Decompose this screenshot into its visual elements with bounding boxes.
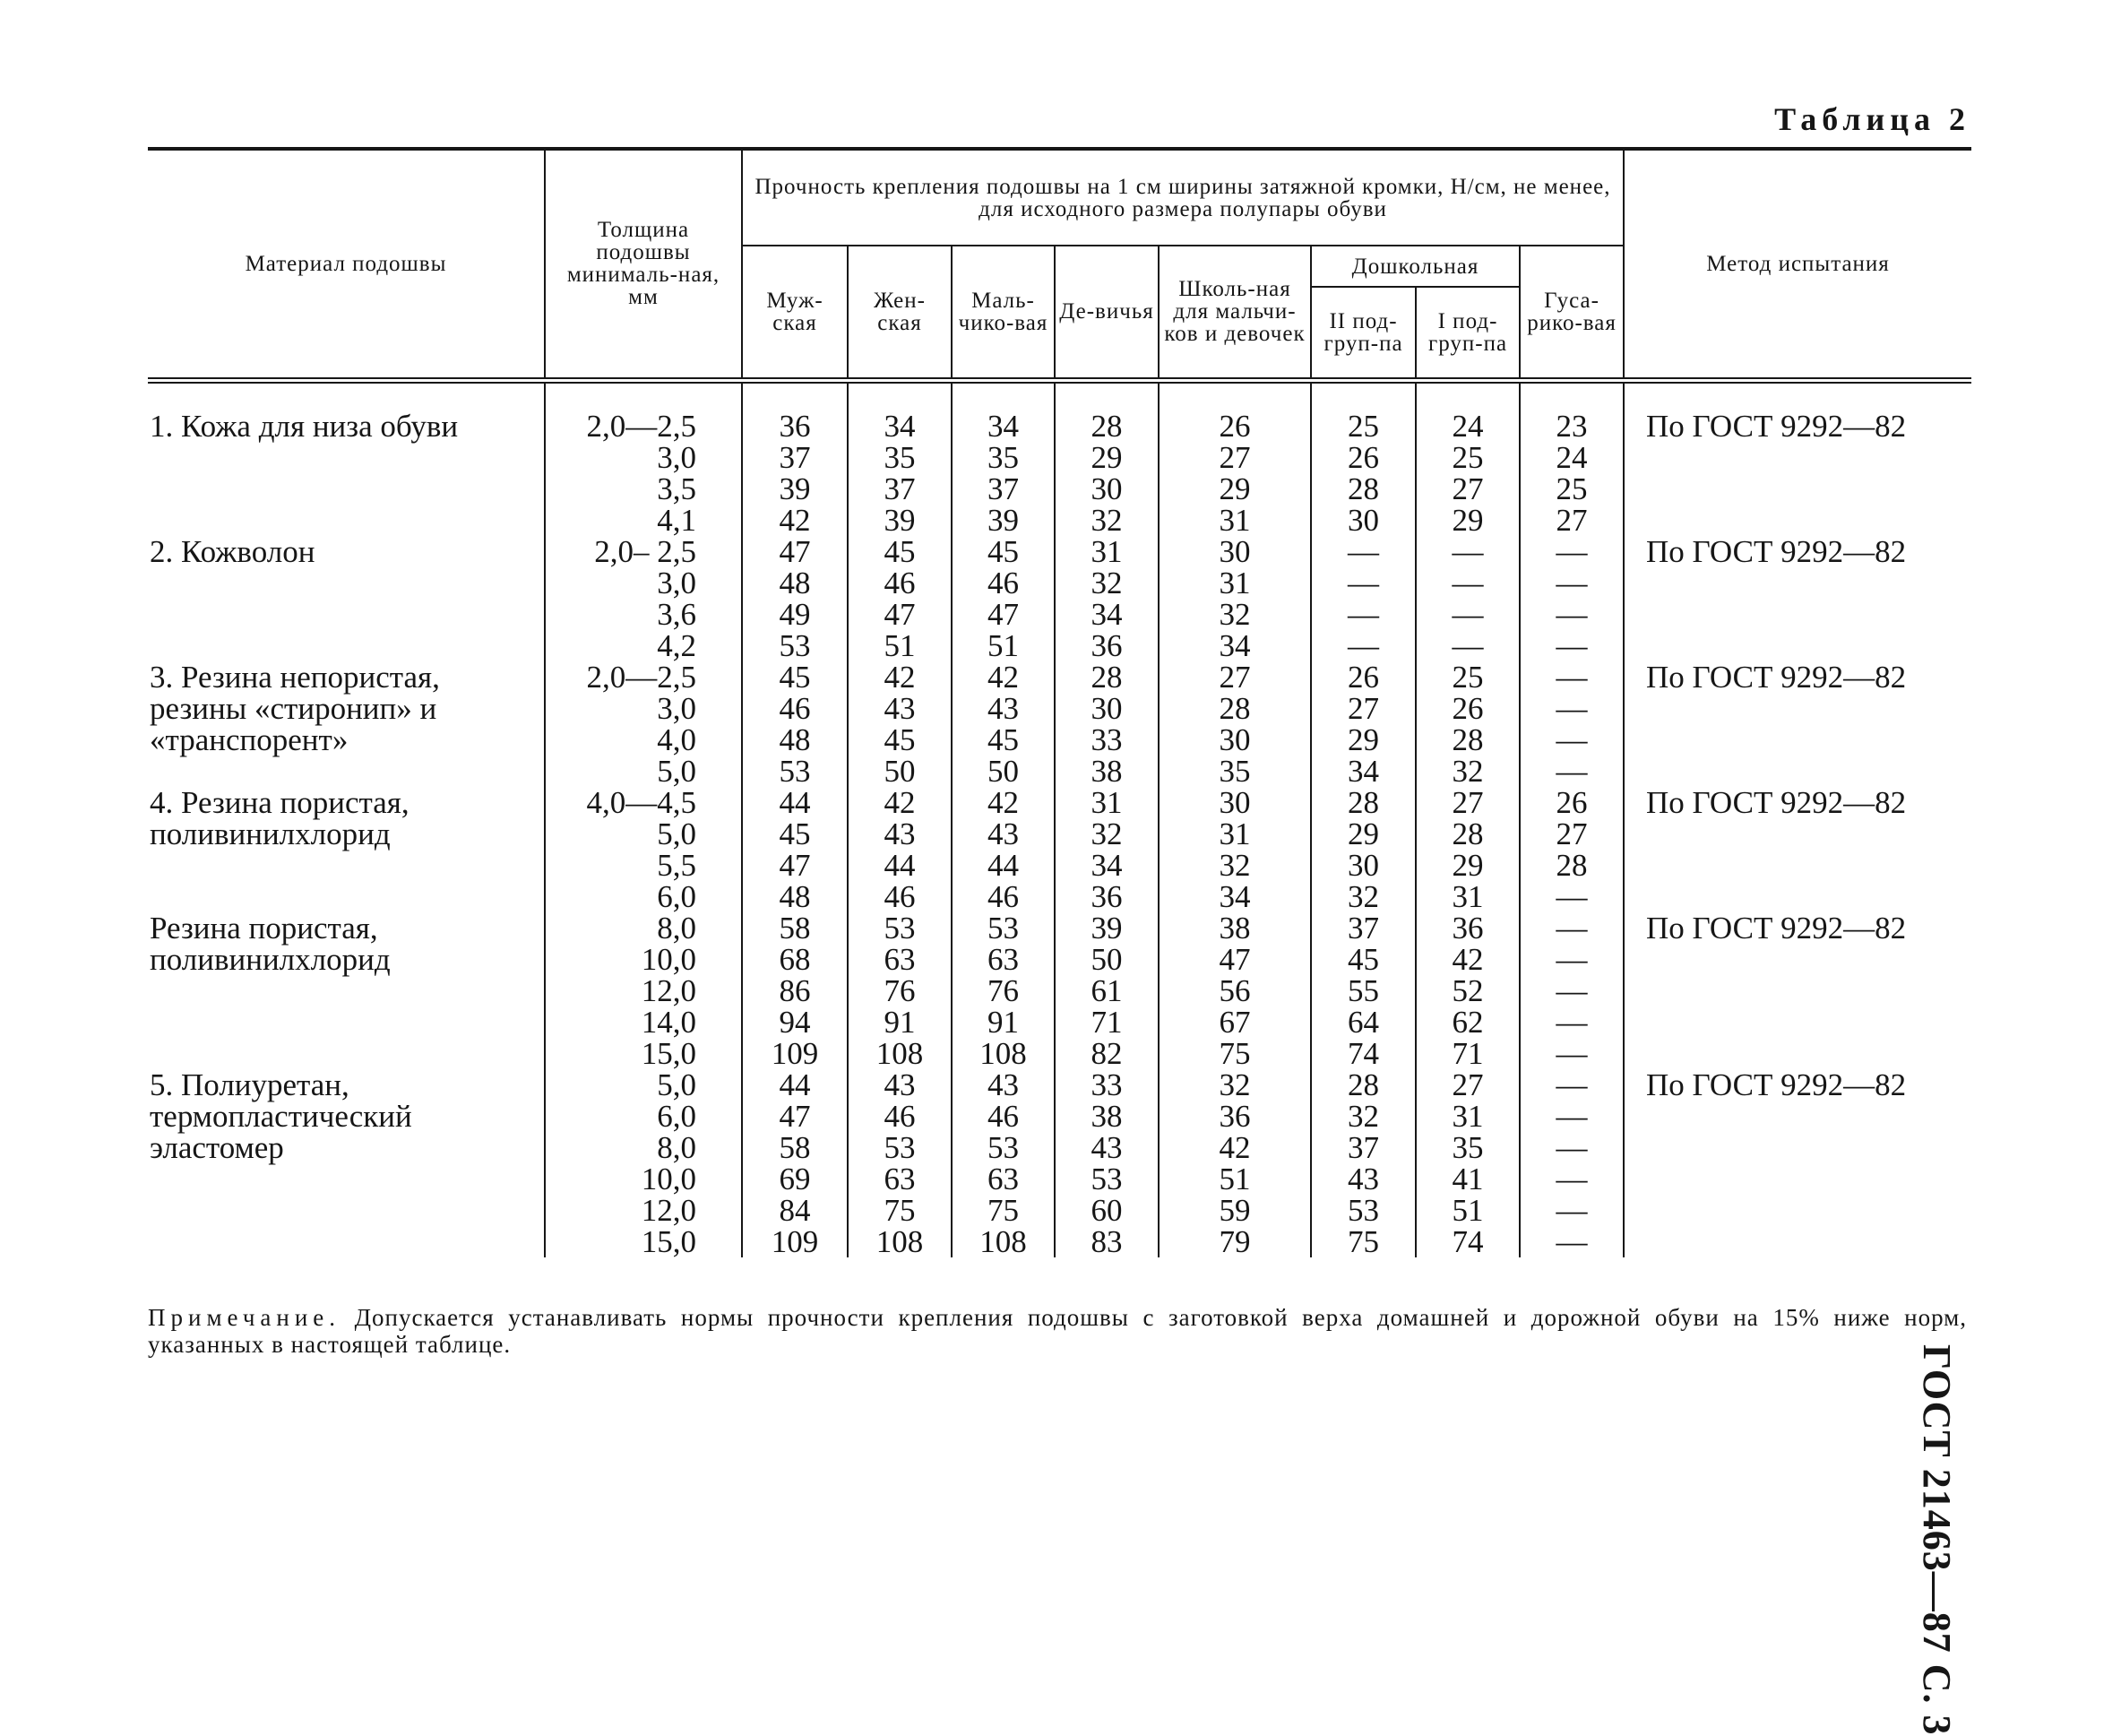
preschool-subgroup-2-cell: 28: [1311, 1069, 1416, 1101]
boys-cell: 44: [952, 850, 1055, 881]
mens-cell: 36: [742, 380, 848, 442]
preschool-subgroup-1-cell: 26: [1416, 693, 1520, 724]
boys-cell: 45: [952, 724, 1055, 756]
preschool-subgroup-1-cell: 28: [1416, 724, 1520, 756]
womens-cell: 43: [848, 693, 952, 724]
thickness-cell: 15,0: [545, 1226, 742, 1257]
method-cell: По ГОСТ 9292—82: [1624, 912, 1971, 1069]
preschool-subgroup-1-cell: 29: [1416, 505, 1520, 536]
preschool-subgroup-2-cell: 29: [1311, 724, 1416, 756]
preschool-subgroup-2-cell: 30: [1311, 850, 1416, 881]
school-cell: 29: [1159, 473, 1311, 505]
womens-cell: 44: [848, 850, 952, 881]
table-note: [148, 1304, 1967, 1358]
girls-cell: 32: [1055, 818, 1159, 850]
school-cell: 75: [1159, 1038, 1311, 1069]
material-cell: 4. Резина пористая, поливинилхлорид: [148, 787, 545, 912]
boys-cell: 43: [952, 1069, 1055, 1101]
preschool-subgroup-2-cell: 45: [1311, 944, 1416, 975]
boys-cell: 108: [952, 1226, 1055, 1257]
mens-cell: 44: [742, 787, 848, 818]
womens-cell: 46: [848, 567, 952, 599]
school-cell: 31: [1159, 818, 1311, 850]
girls-cell: 30: [1055, 473, 1159, 505]
school-cell: 79: [1159, 1226, 1311, 1257]
preschool-subgroup-1-cell: —: [1416, 536, 1520, 567]
womens-cell: 53: [848, 1132, 952, 1163]
girls-cell: 36: [1055, 881, 1159, 912]
boys-cell: 75: [952, 1195, 1055, 1226]
school-cell: 32: [1159, 1069, 1311, 1101]
toddler-cell: —: [1520, 1226, 1624, 1257]
thickness-cell: 4,1: [545, 505, 742, 536]
girls-cell: 30: [1055, 693, 1159, 724]
girls-cell: 32: [1055, 505, 1159, 536]
girls-cell: 83: [1055, 1226, 1159, 1257]
school-cell: 47: [1159, 944, 1311, 975]
school-cell: 26: [1159, 380, 1311, 442]
boys-cell: 42: [952, 787, 1055, 818]
preschool-subgroup-1-cell: 51: [1416, 1195, 1520, 1226]
girls-cell: 31: [1055, 536, 1159, 567]
school-cell: 30: [1159, 724, 1311, 756]
womens-cell: 47: [848, 599, 952, 630]
mens-cell: 44: [742, 1069, 848, 1101]
girls-cell: 39: [1055, 912, 1159, 944]
header-material: Материал подошвы: [148, 149, 545, 380]
toddler-cell: 23: [1520, 380, 1624, 442]
mens-cell: 53: [742, 756, 848, 787]
preschool-subgroup-1-cell: 74: [1416, 1226, 1520, 1257]
boys-cell: 46: [952, 881, 1055, 912]
header-boys: Маль-чико-вая: [952, 246, 1055, 380]
womens-cell: 42: [848, 661, 952, 693]
table-row: [148, 1069, 1971, 1101]
preschool-subgroup-2-cell: 34: [1311, 756, 1416, 787]
thickness-cell: 4,0—4,5: [545, 787, 742, 818]
school-cell: 32: [1159, 599, 1311, 630]
mens-cell: 94: [742, 1006, 848, 1038]
boys-cell: 51: [952, 630, 1055, 661]
method-cell: По ГОСТ 9292—82: [1624, 536, 1971, 661]
womens-cell: 34: [848, 380, 952, 442]
thickness-cell: 3,6: [545, 599, 742, 630]
method-cell: По ГОСТ 9292—82: [1624, 1069, 1971, 1257]
toddler-cell: —: [1520, 536, 1624, 567]
preschool-subgroup-2-cell: 32: [1311, 1101, 1416, 1132]
thickness-cell: 14,0: [545, 1006, 742, 1038]
toddler-cell: —: [1520, 975, 1624, 1006]
thickness-cell: 5,0: [545, 1069, 742, 1101]
school-cell: 34: [1159, 881, 1311, 912]
mens-cell: 48: [742, 567, 848, 599]
school-cell: 31: [1159, 567, 1311, 599]
womens-cell: 45: [848, 724, 952, 756]
womens-cell: 45: [848, 536, 952, 567]
school-cell: 30: [1159, 787, 1311, 818]
mens-cell: 39: [742, 473, 848, 505]
preschool-subgroup-1-cell: —: [1416, 567, 1520, 599]
thickness-cell: 12,0: [545, 1195, 742, 1226]
preschool-subgroup-2-cell: 43: [1311, 1163, 1416, 1195]
boys-cell: 35: [952, 442, 1055, 473]
womens-cell: 50: [848, 756, 952, 787]
girls-cell: 53: [1055, 1163, 1159, 1195]
boys-cell: 63: [952, 1163, 1055, 1195]
note-text: Допускается устанавливать нормы прочности крепления подошвы с заготовкой верха домашней и дорожной обуви на 15% ниже норм, указанных в настоящей таблице.: [148, 1304, 1967, 1358]
method-cell: По ГОСТ 9292—82: [1624, 661, 1971, 787]
mens-cell: 47: [742, 1101, 848, 1132]
mens-cell: 49: [742, 599, 848, 630]
table-row: [148, 661, 1971, 693]
school-cell: 27: [1159, 442, 1311, 473]
thickness-cell: 5,0: [545, 818, 742, 850]
header-school: Школь-ная для мальчи-ков и девочек: [1159, 246, 1311, 380]
toddler-cell: —: [1520, 724, 1624, 756]
girls-cell: 60: [1055, 1195, 1159, 1226]
preschool-subgroup-1-cell: 31: [1416, 1101, 1520, 1132]
womens-cell: 108: [848, 1038, 952, 1069]
header-method: Метод испытания: [1624, 149, 1971, 380]
girls-cell: 34: [1055, 599, 1159, 630]
school-cell: 34: [1159, 630, 1311, 661]
thickness-cell: 3,0: [545, 442, 742, 473]
preschool-subgroup-1-cell: 29: [1416, 850, 1520, 881]
mens-cell: 109: [742, 1226, 848, 1257]
thickness-cell: 12,0: [545, 975, 742, 1006]
toddler-cell: —: [1520, 599, 1624, 630]
toddler-cell: —: [1520, 1038, 1624, 1069]
womens-cell: 42: [848, 787, 952, 818]
girls-cell: 33: [1055, 1069, 1159, 1101]
womens-cell: 91: [848, 1006, 952, 1038]
school-cell: 42: [1159, 1132, 1311, 1163]
school-cell: 59: [1159, 1195, 1311, 1226]
womens-cell: 39: [848, 505, 952, 536]
material-cell: 3. Резина непористая, резины «стиронип» и «транспорент»: [148, 661, 545, 787]
header-toddler: Гуса-рико-вая: [1520, 246, 1624, 380]
boys-cell: 34: [952, 380, 1055, 442]
preschool-subgroup-1-cell: 42: [1416, 944, 1520, 975]
toddler-cell: 27: [1520, 505, 1624, 536]
table-body: [148, 380, 1971, 1257]
girls-cell: 71: [1055, 1006, 1159, 1038]
preschool-subgroup-2-cell: —: [1311, 567, 1416, 599]
table-row: [148, 380, 1971, 442]
preschool-subgroup-1-cell: —: [1416, 599, 1520, 630]
toddler-cell: —: [1520, 912, 1624, 944]
toddler-cell: —: [1520, 881, 1624, 912]
preschool-subgroup-2-cell: —: [1311, 536, 1416, 567]
toddler-cell: —: [1520, 756, 1624, 787]
material-cell: Резина пористая, поливинилхлорид: [148, 912, 545, 1069]
thickness-cell: 5,0: [545, 756, 742, 787]
toddler-cell: —: [1520, 1195, 1624, 1226]
preschool-subgroup-1-cell: 25: [1416, 442, 1520, 473]
thickness-cell: 10,0: [545, 944, 742, 975]
boys-cell: 46: [952, 567, 1055, 599]
preschool-subgroup-2-cell: —: [1311, 630, 1416, 661]
preschool-subgroup-1-cell: 62: [1416, 1006, 1520, 1038]
boys-cell: 37: [952, 473, 1055, 505]
school-cell: 67: [1159, 1006, 1311, 1038]
method-cell: По ГОСТ 9292—82: [1624, 787, 1971, 912]
toddler-cell: —: [1520, 1006, 1624, 1038]
womens-cell: 46: [848, 1101, 952, 1132]
preschool-subgroup-1-cell: 25: [1416, 661, 1520, 693]
mens-cell: 86: [742, 975, 848, 1006]
toddler-cell: —: [1520, 1101, 1624, 1132]
girls-cell: 50: [1055, 944, 1159, 975]
preschool-subgroup-2-cell: 28: [1311, 473, 1416, 505]
method-cell: По ГОСТ 9292—82: [1624, 380, 1971, 536]
mens-cell: 47: [742, 536, 848, 567]
girls-cell: 31: [1055, 787, 1159, 818]
school-cell: 36: [1159, 1101, 1311, 1132]
boys-cell: 76: [952, 975, 1055, 1006]
mens-cell: 48: [742, 881, 848, 912]
header-preschool: Дошкольная: [1311, 246, 1520, 287]
preschool-subgroup-2-cell: 28: [1311, 787, 1416, 818]
preschool-subgroup-1-cell: 71: [1416, 1038, 1520, 1069]
header-preschool-subgroup-1: I под-груп-па: [1416, 287, 1520, 380]
girls-cell: 28: [1055, 661, 1159, 693]
mens-cell: 46: [742, 693, 848, 724]
strength-norms-table: [148, 147, 1971, 1257]
preschool-subgroup-1-cell: 31: [1416, 881, 1520, 912]
preschool-subgroup-2-cell: 27: [1311, 693, 1416, 724]
preschool-subgroup-1-cell: 24: [1416, 380, 1520, 442]
girls-cell: 61: [1055, 975, 1159, 1006]
mens-cell: 68: [742, 944, 848, 975]
womens-cell: 53: [848, 912, 952, 944]
header-strength: Прочность крепления подошвы на 1 см ширины затяжной кромки, Н/см, не менее, для исходного размера полупары обуви: [742, 149, 1624, 246]
table-caption: Таблица 2: [1774, 101, 1970, 137]
material-cell: 1. Кожа для низа обуви: [148, 380, 545, 536]
mens-cell: 47: [742, 850, 848, 881]
boys-cell: 108: [952, 1038, 1055, 1069]
table-row: [148, 787, 1971, 818]
school-cell: 38: [1159, 912, 1311, 944]
preschool-subgroup-2-cell: 53: [1311, 1195, 1416, 1226]
thickness-cell: 2,0—2,5: [545, 380, 742, 442]
header-womens: Жен-ская: [848, 246, 952, 380]
toddler-cell: —: [1520, 1069, 1624, 1101]
boys-cell: 91: [952, 1006, 1055, 1038]
preschool-subgroup-2-cell: 30: [1311, 505, 1416, 536]
boys-cell: 50: [952, 756, 1055, 787]
womens-cell: 76: [848, 975, 952, 1006]
preschool-subgroup-2-cell: 37: [1311, 1132, 1416, 1163]
boys-cell: 53: [952, 912, 1055, 944]
toddler-cell: 24: [1520, 442, 1624, 473]
school-cell: 30: [1159, 536, 1311, 567]
preschool-subgroup-2-cell: 26: [1311, 661, 1416, 693]
preschool-subgroup-1-cell: 27: [1416, 1069, 1520, 1101]
thickness-cell: 6,0: [545, 881, 742, 912]
toddler-cell: —: [1520, 567, 1624, 599]
boys-cell: 42: [952, 661, 1055, 693]
preschool-subgroup-1-cell: 35: [1416, 1132, 1520, 1163]
thickness-cell: 2,0—2,5: [545, 661, 742, 693]
header-preschool-subgroup-2: II под-груп-па: [1311, 287, 1416, 380]
thickness-cell: 15,0: [545, 1038, 742, 1069]
mens-cell: 69: [742, 1163, 848, 1195]
mens-cell: 53: [742, 630, 848, 661]
womens-cell: 75: [848, 1195, 952, 1226]
girls-cell: 29: [1055, 442, 1159, 473]
boys-cell: 47: [952, 599, 1055, 630]
boys-cell: 46: [952, 1101, 1055, 1132]
thickness-cell: 3,5: [545, 473, 742, 505]
toddler-cell: —: [1520, 1163, 1624, 1195]
girls-cell: 82: [1055, 1038, 1159, 1069]
preschool-subgroup-2-cell: 32: [1311, 881, 1416, 912]
girls-cell: 32: [1055, 567, 1159, 599]
thickness-cell: 6,0: [545, 1101, 742, 1132]
header-thickness: Толщина подошвы минималь-ная, мм: [545, 149, 742, 380]
note-lead: Примечание.: [148, 1304, 341, 1331]
mens-cell: 58: [742, 1132, 848, 1163]
table-row: [148, 536, 1971, 567]
toddler-cell: 27: [1520, 818, 1624, 850]
thickness-cell: 4,0: [545, 724, 742, 756]
girls-cell: 43: [1055, 1132, 1159, 1163]
preschool-subgroup-1-cell: 27: [1416, 787, 1520, 818]
preschool-subgroup-2-cell: 75: [1311, 1226, 1416, 1257]
toddler-cell: —: [1520, 1132, 1624, 1163]
boys-cell: 53: [952, 1132, 1055, 1163]
womens-cell: 37: [848, 473, 952, 505]
boys-cell: 39: [952, 505, 1055, 536]
header-mens: Муж-ская: [742, 246, 848, 380]
preschool-subgroup-2-cell: 26: [1311, 442, 1416, 473]
womens-cell: 43: [848, 818, 952, 850]
school-cell: 31: [1159, 505, 1311, 536]
womens-cell: 108: [848, 1226, 952, 1257]
preschool-subgroup-1-cell: 28: [1416, 818, 1520, 850]
preschool-subgroup-1-cell: 32: [1416, 756, 1520, 787]
preschool-subgroup-1-cell: 41: [1416, 1163, 1520, 1195]
preschool-subgroup-2-cell: 29: [1311, 818, 1416, 850]
mens-cell: 58: [742, 912, 848, 944]
mens-cell: 48: [742, 724, 848, 756]
header-girls: Де-вичья: [1055, 246, 1159, 380]
womens-cell: 35: [848, 442, 952, 473]
mens-cell: 45: [742, 661, 848, 693]
girls-cell: 33: [1055, 724, 1159, 756]
preschool-subgroup-2-cell: 25: [1311, 380, 1416, 442]
toddler-cell: —: [1520, 661, 1624, 693]
toddler-cell: —: [1520, 693, 1624, 724]
womens-cell: 43: [848, 1069, 952, 1101]
school-cell: 27: [1159, 661, 1311, 693]
thickness-cell: 10,0: [545, 1163, 742, 1195]
standard-page-stamp: ГОСТ 21463—87 С. 3: [1915, 1344, 1959, 1736]
thickness-cell: 2,0– 2,5: [545, 536, 742, 567]
boys-cell: 43: [952, 693, 1055, 724]
material-cell: 2. Кожволон: [148, 536, 545, 661]
school-cell: 35: [1159, 756, 1311, 787]
girls-cell: 28: [1055, 380, 1159, 442]
toddler-cell: 28: [1520, 850, 1624, 881]
thickness-cell: 8,0: [545, 1132, 742, 1163]
toddler-cell: 26: [1520, 787, 1624, 818]
preschool-subgroup-2-cell: 55: [1311, 975, 1416, 1006]
thickness-cell: 8,0: [545, 912, 742, 944]
preschool-subgroup-1-cell: —: [1416, 630, 1520, 661]
preschool-subgroup-1-cell: 27: [1416, 473, 1520, 505]
womens-cell: 46: [848, 881, 952, 912]
boys-cell: 45: [952, 536, 1055, 567]
mens-cell: 84: [742, 1195, 848, 1226]
thickness-cell: 4,2: [545, 630, 742, 661]
toddler-cell: —: [1520, 944, 1624, 975]
thickness-cell: 3,0: [545, 567, 742, 599]
preschool-subgroup-1-cell: 36: [1416, 912, 1520, 944]
preschool-subgroup-2-cell: 64: [1311, 1006, 1416, 1038]
mens-cell: 37: [742, 442, 848, 473]
boys-cell: 63: [952, 944, 1055, 975]
womens-cell: 63: [848, 944, 952, 975]
preschool-subgroup-2-cell: 74: [1311, 1038, 1416, 1069]
girls-cell: 38: [1055, 756, 1159, 787]
mens-cell: 42: [742, 505, 848, 536]
mens-cell: 45: [742, 818, 848, 850]
toddler-cell: —: [1520, 630, 1624, 661]
thickness-cell: 3,0: [545, 693, 742, 724]
girls-cell: 38: [1055, 1101, 1159, 1132]
girls-cell: 36: [1055, 630, 1159, 661]
preschool-subgroup-2-cell: 37: [1311, 912, 1416, 944]
school-cell: 28: [1159, 693, 1311, 724]
material-cell: 5. Полиуретан, термопластический эластомер: [148, 1069, 545, 1257]
table-row: [148, 912, 1971, 944]
school-cell: 51: [1159, 1163, 1311, 1195]
girls-cell: 34: [1055, 850, 1159, 881]
school-cell: 56: [1159, 975, 1311, 1006]
thickness-cell: 5,5: [545, 850, 742, 881]
womens-cell: 63: [848, 1163, 952, 1195]
preschool-subgroup-2-cell: —: [1311, 599, 1416, 630]
mens-cell: 109: [742, 1038, 848, 1069]
preschool-subgroup-1-cell: 52: [1416, 975, 1520, 1006]
school-cell: 32: [1159, 850, 1311, 881]
boys-cell: 43: [952, 818, 1055, 850]
womens-cell: 51: [848, 630, 952, 661]
toddler-cell: 25: [1520, 473, 1624, 505]
